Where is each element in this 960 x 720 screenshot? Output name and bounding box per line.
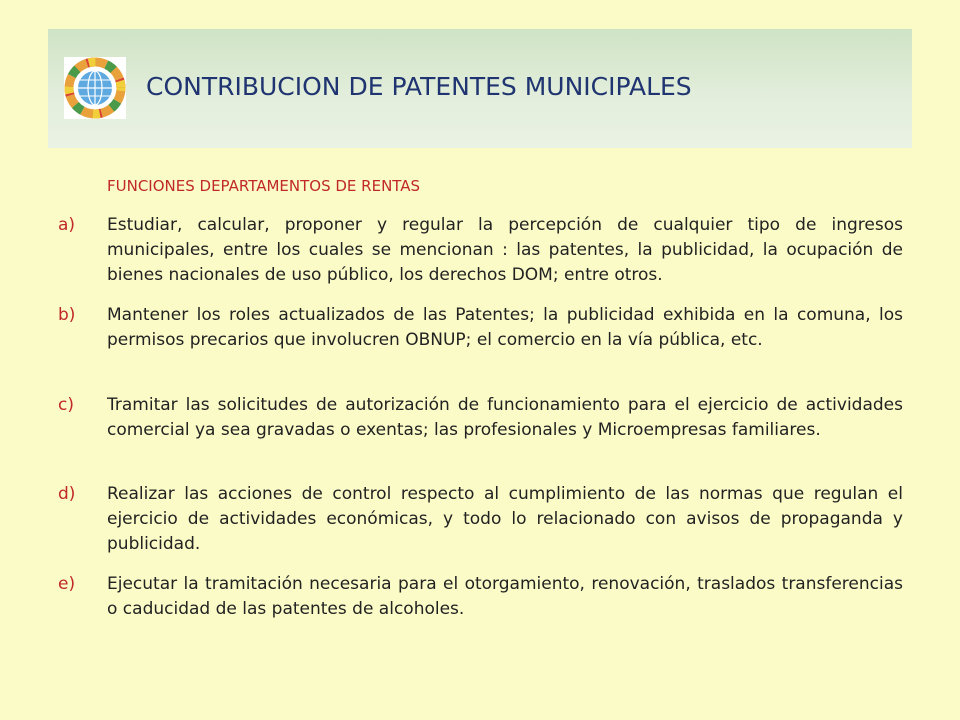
list-item [58, 482, 903, 557]
list-marker: a) [58, 215, 76, 235]
list-marker: c) [58, 395, 74, 415]
section-subtitle: FUNCIONES DEPARTAMENTOS DE RENTAS [107, 177, 421, 195]
list-item [58, 572, 903, 622]
list-marker: e) [58, 574, 76, 594]
list-item-text: Estudiar, calcular, proponer y regular la percepción de cualquier tipo de ingresos municipales, entre los cuales se mencionan : las patentes, la publicidad, la ocupación de bienes nacionales de uso público, los derechos DOM; entre otros. [107, 215, 903, 285]
list-item-text: Tramitar las solicitudes de autorización de funcionamiento para el ejercicio de actividades comercial ya sea gravadas o exentas; las profesionales y Microempresas familiares. [107, 395, 903, 440]
list-item-text: Ejecutar la tramitación necesaria para el otorgamiento, renovación, traslados transferencias o caducidad de las patentes de alcoholes. [107, 574, 903, 619]
list-item [58, 303, 903, 353]
list-marker: b) [58, 305, 76, 325]
globe-hands-logo-icon [64, 57, 126, 119]
list-marker: d) [58, 484, 76, 504]
list-item [58, 213, 903, 288]
list-item [58, 393, 903, 443]
list-item-text: Realizar las acciones de control respecto al cumplimiento de las normas que regulan el ejercicio de actividades económicas, y todo lo relacionado con avisos de propaganda y publicidad. [107, 484, 903, 554]
page-title: CONTRIBUCION DE PATENTES MUNICIPALES [146, 72, 692, 101]
list-item-text: Mantener los roles actualizados de las Patentes; la publicidad exhibida en la comuna, los permisos precarios que involucren OBNUP; el comercio en la vía pública, etc. [107, 305, 903, 350]
